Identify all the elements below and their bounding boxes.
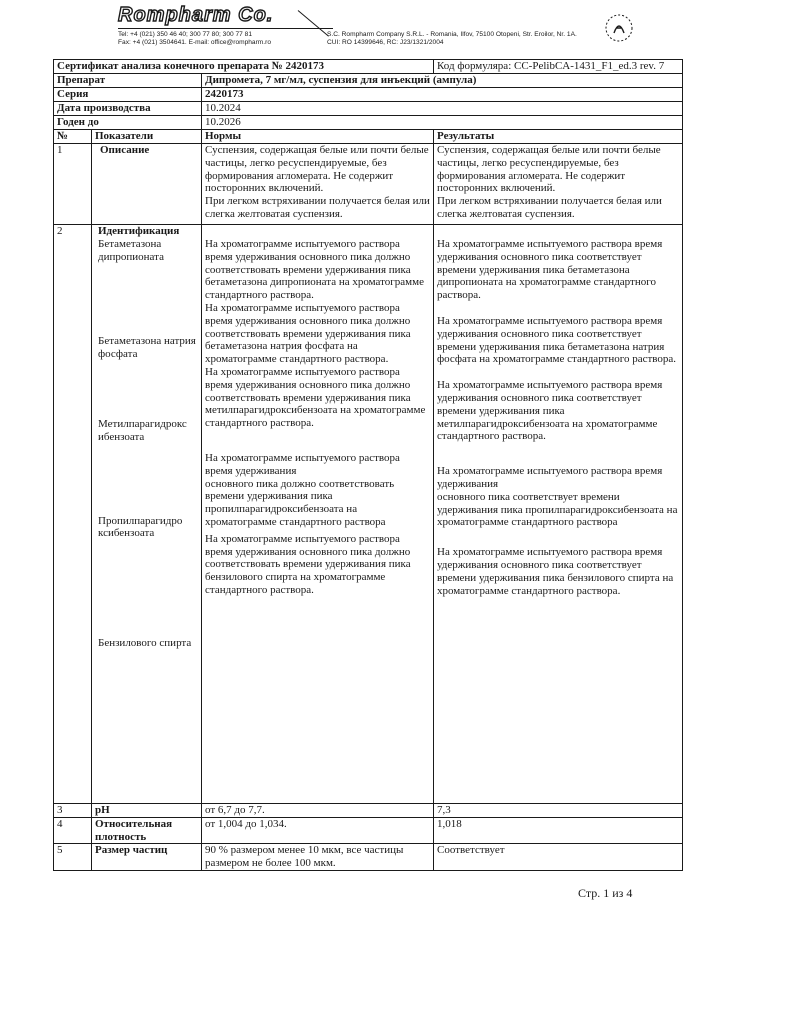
field-label-series: Серия	[54, 88, 202, 102]
result-text: На хроматограмме испытуемого раствора время удерживания основного пика соответствует времени удерживания пика бензилового спирта на хроматограмме стандартного раствора.	[437, 546, 674, 597]
company-registration: CUI: RO 14399646, RC: J23/1321/2004	[327, 39, 444, 46]
logo-divider	[298, 10, 329, 36]
title-row	[54, 60, 683, 74]
contact-fax-email: Fax: +4 (021) 3504641. E-mail: office@rompharm.ro	[118, 39, 271, 46]
row-norm: от 6,7 до 7,7.	[202, 804, 434, 818]
row-indicator: Относительная плотность	[92, 817, 202, 844]
norm-text: Суспензия, содержащая белые или почти белые частицы, легко ресуспендируемые, без формирования агломерата. Не содержит посторонних включений.	[205, 144, 429, 195]
contact-phone: Tel: +4 (021) 350 46 40; 300 77 80; 300 77 81	[118, 31, 252, 38]
row-indicator	[92, 225, 202, 804]
letterhead	[0, 0, 791, 60]
row-number: 4	[54, 817, 92, 844]
table-row	[54, 844, 683, 871]
row-indicator: Описание	[92, 144, 202, 225]
seal-icon	[604, 13, 634, 43]
field-value-expiry: 10.2026	[202, 116, 683, 130]
col-header-results: Результаты	[434, 130, 683, 144]
col-header-norms: Нормы	[202, 130, 434, 144]
norm-text: На хроматограмме испытуемого раствора время удерживания основного пика должно соответствовать времени удерживания пика бетаметазона натрия фосфата на хроматограмме стандартного раствора.	[205, 301, 411, 366]
row-number: 1	[54, 144, 92, 225]
result-text: На хроматограмме испытуемого раствора время удерживания основного пика соответствует времени удерживания пика метилпарагидроксибензоата на хроматограмме стандартного раствора.	[437, 379, 663, 443]
certificate-title: Сертификат анализа конечного препарата № 2420173	[54, 60, 434, 74]
company-info	[327, 31, 577, 47]
result-text: Суспензия, содержащая белые или почти белые частицы, легко ресуспендируемые, без формирования агломерата. Не содержит посторонних включений.	[437, 144, 661, 195]
contact-info	[118, 31, 271, 47]
row-result: 7,3	[434, 804, 683, 818]
sub-indicator: Бензилового спирта	[98, 637, 192, 650]
norm-text: На хроматограмме испытуемого раствора время удерживания основного пика должно соответствовать времени удерживания пика бетаметазона дипропионата на хроматограмме стандартного раствора.	[205, 238, 424, 302]
field-row	[54, 116, 683, 130]
page-number: Стр. 1 из 4	[578, 886, 633, 900]
result-text: На хроматограмме испытуемого раствора время удерживания основного пика соответствует времени удерживания пика бетаметазона дипропионата на хроматограмме стандартного раствора.	[437, 238, 663, 302]
identification-heading: Идентификация	[98, 225, 180, 237]
field-value-production-date: 10.2024	[202, 102, 683, 116]
col-header-number: №	[54, 130, 92, 144]
col-header-indicator: Показатели	[92, 130, 202, 144]
row-norm: от 1,004 до 1,034.	[202, 817, 434, 844]
sub-indicator: Пропилпарагидро ксибензоата	[98, 514, 183, 540]
company-logo: Rompharm Co.	[118, 4, 274, 26]
norm-text: На хроматограмме испытуемого раствора время удерживания	[205, 451, 400, 477]
formula-code: Код формуляра: CC-PelibCA-1431_F1_ed.3 rev. 7	[434, 60, 683, 74]
row-number: 2	[54, 225, 92, 804]
result-text: На хроматограмме испытуемого раствора время удерживания	[437, 465, 663, 490]
field-label-expiry: Годен до	[54, 116, 202, 130]
table-row	[54, 144, 683, 225]
norm-text: На хроматограмме испытуемого раствора время удерживания основного пика должно соответствовать времени удерживания пика бензилового спирта на хроматограмме стандартного раствора.	[205, 532, 411, 596]
column-header-row	[54, 130, 683, 144]
row-norm: 90 % размером менее 10 мкм, все частицы размером не более 100 мкм.	[202, 844, 434, 871]
field-label-production-date: Дата производства	[54, 102, 202, 116]
table-row	[54, 225, 683, 804]
field-row	[54, 74, 683, 88]
norm-text: При легком встряхивании получается белая или слегка желтоватая суспензия.	[205, 195, 430, 220]
result-text: На хроматограмме испытуемого раствора время удерживания основного пика соответствует времени удерживания пика бетаметазона натрия фосфата на хроматограмме стандартного раствора.	[437, 314, 677, 366]
row-result: Соответствует	[434, 844, 683, 871]
certificate-table	[53, 59, 683, 871]
sub-indicator: Бетаметазона дипропионата	[98, 237, 164, 263]
row-indicator: pH	[92, 804, 202, 818]
row-norm	[202, 144, 434, 225]
norm-text: На хроматограмме испытуемого раствора время удерживания основного пика должно соответствовать времени удерживания пика метилпарагидроксибензоата на хроматограмме стандартного раствора.	[205, 365, 426, 430]
row-result	[434, 144, 683, 225]
sub-indicator: Бетаметазона натрия фосфата	[98, 335, 196, 361]
norm-text: основного пика должно соответствовать времени удерживания пика пропилпарагидроксибензоата на хроматограмме стандартного раствора	[205, 477, 395, 528]
table-row	[54, 817, 683, 844]
row-norm	[202, 225, 434, 804]
company-address: S.C. Rompharm Company S.R.L. - Romania, Ilfov, 75100 Otopeni, Str. Eroilor, Nr. 1A.	[327, 31, 577, 38]
field-row	[54, 88, 683, 102]
field-label-product: Препарат	[54, 74, 202, 88]
row-indicator: Размер частиц	[92, 844, 202, 871]
sub-indicator: Метилпарагидрокс ибензоата	[98, 417, 187, 443]
table-row	[54, 804, 683, 818]
field-row	[54, 102, 683, 116]
row-number: 5	[54, 844, 92, 871]
field-value-series: 2420173	[202, 88, 683, 102]
row-number: 3	[54, 804, 92, 818]
logo-underline	[118, 28, 333, 29]
result-text: основного пика соответствует времени удерживания пика пропилпарагидроксибензоата на хроматограмме стандартного раствора	[437, 490, 678, 529]
result-text: При легком встряхивании получается белая или слегка желтоватая суспензия.	[437, 195, 662, 220]
row-result: 1,018	[434, 817, 683, 844]
row-result	[434, 225, 683, 804]
field-value-product: Дипромета, 7 мг/мл, суспензия для инъекций (ампула)	[202, 74, 683, 88]
